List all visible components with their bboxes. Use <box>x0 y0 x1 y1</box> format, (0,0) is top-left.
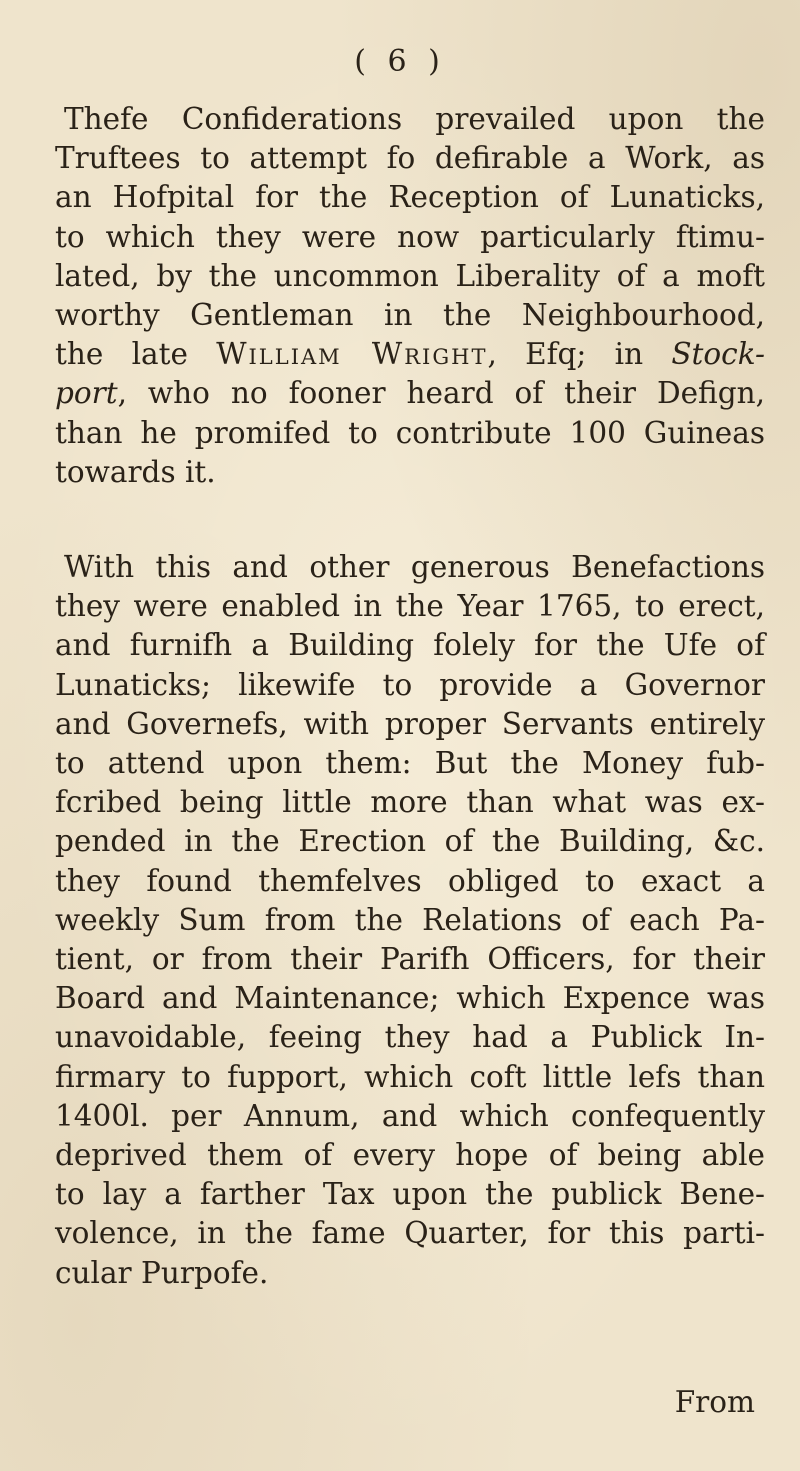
line-segment: the late <box>55 337 217 372</box>
text-line: Thefe Confiderations prevailed upon the <box>64 102 765 136</box>
person-name: William Wright <box>216 337 488 372</box>
text-line: weekly Sum from the Relations of each Pa- <box>55 902 765 937</box>
text-line <box>55 374 765 413</box>
text-line: With this and other generous Benefactions <box>64 550 765 584</box>
text-line: they were enabled in the Year 1765, to erect, <box>55 589 765 624</box>
text-line: towards it. <box>55 454 216 489</box>
text-line: fcribed being little more than what was ex- <box>55 785 765 820</box>
text-line: lated, by the uncommon Liberality of a moft <box>55 258 765 293</box>
place-name: port <box>55 376 118 411</box>
catchword: From <box>674 1385 755 1419</box>
line-segment: , Efq; in <box>487 337 672 372</box>
text-line <box>55 335 765 374</box>
place-name: Stock- <box>671 337 766 372</box>
text-line: cular Purpofe. <box>55 1255 269 1290</box>
text-line: to which they were now particularly ftimu- <box>55 219 765 254</box>
text-line: to attend upon them: But the Money fub- <box>55 746 765 781</box>
text-line: firmary to fupport, which coft little lefs than <box>55 1059 765 1094</box>
text-line: deprived them of every hope of being able <box>55 1138 765 1173</box>
paragraph-2 <box>55 548 765 1293</box>
text-line: tient, or from their Parifh Officers, for their <box>55 942 765 977</box>
text-line: Lunaticks; likewife to provide a Governor <box>55 667 765 702</box>
text-line: pended in the Erection of the Building, &c. <box>55 824 765 859</box>
line-segment: , who no fooner heard of their Defign, <box>117 376 765 411</box>
text-line: they found themfelves obliged to exact a <box>55 863 765 898</box>
text-line: and furnifh a Building folely for the Ufe of <box>55 628 765 663</box>
text-line: Board and Maintenance; which Expence was <box>55 981 765 1016</box>
text-line: volence, in the fame Quarter, for this parti- <box>55 1216 765 1251</box>
text-line: worthy Gentleman in the Neighbourhood, <box>55 298 765 333</box>
text-line: to lay a farther Tax upon the publick Bene- <box>55 1177 765 1212</box>
text-line: an Hofpital for the Reception of Lunaticks, <box>55 180 765 215</box>
page-number: ( 6 ) <box>354 44 446 79</box>
text-line: 1400l. per Annum, and which confequently <box>55 1098 765 1133</box>
text-line: unavoidable, feeing they had a Publick In- <box>55 1020 765 1055</box>
paragraph-1 <box>55 100 765 492</box>
text-line: Truftees to attempt fo defirable a Work, as <box>55 141 765 176</box>
text-line: and Governefs, with proper Servants entirely <box>55 706 765 741</box>
text-line: than he promifed to contribute 100 Guineas <box>55 415 765 450</box>
